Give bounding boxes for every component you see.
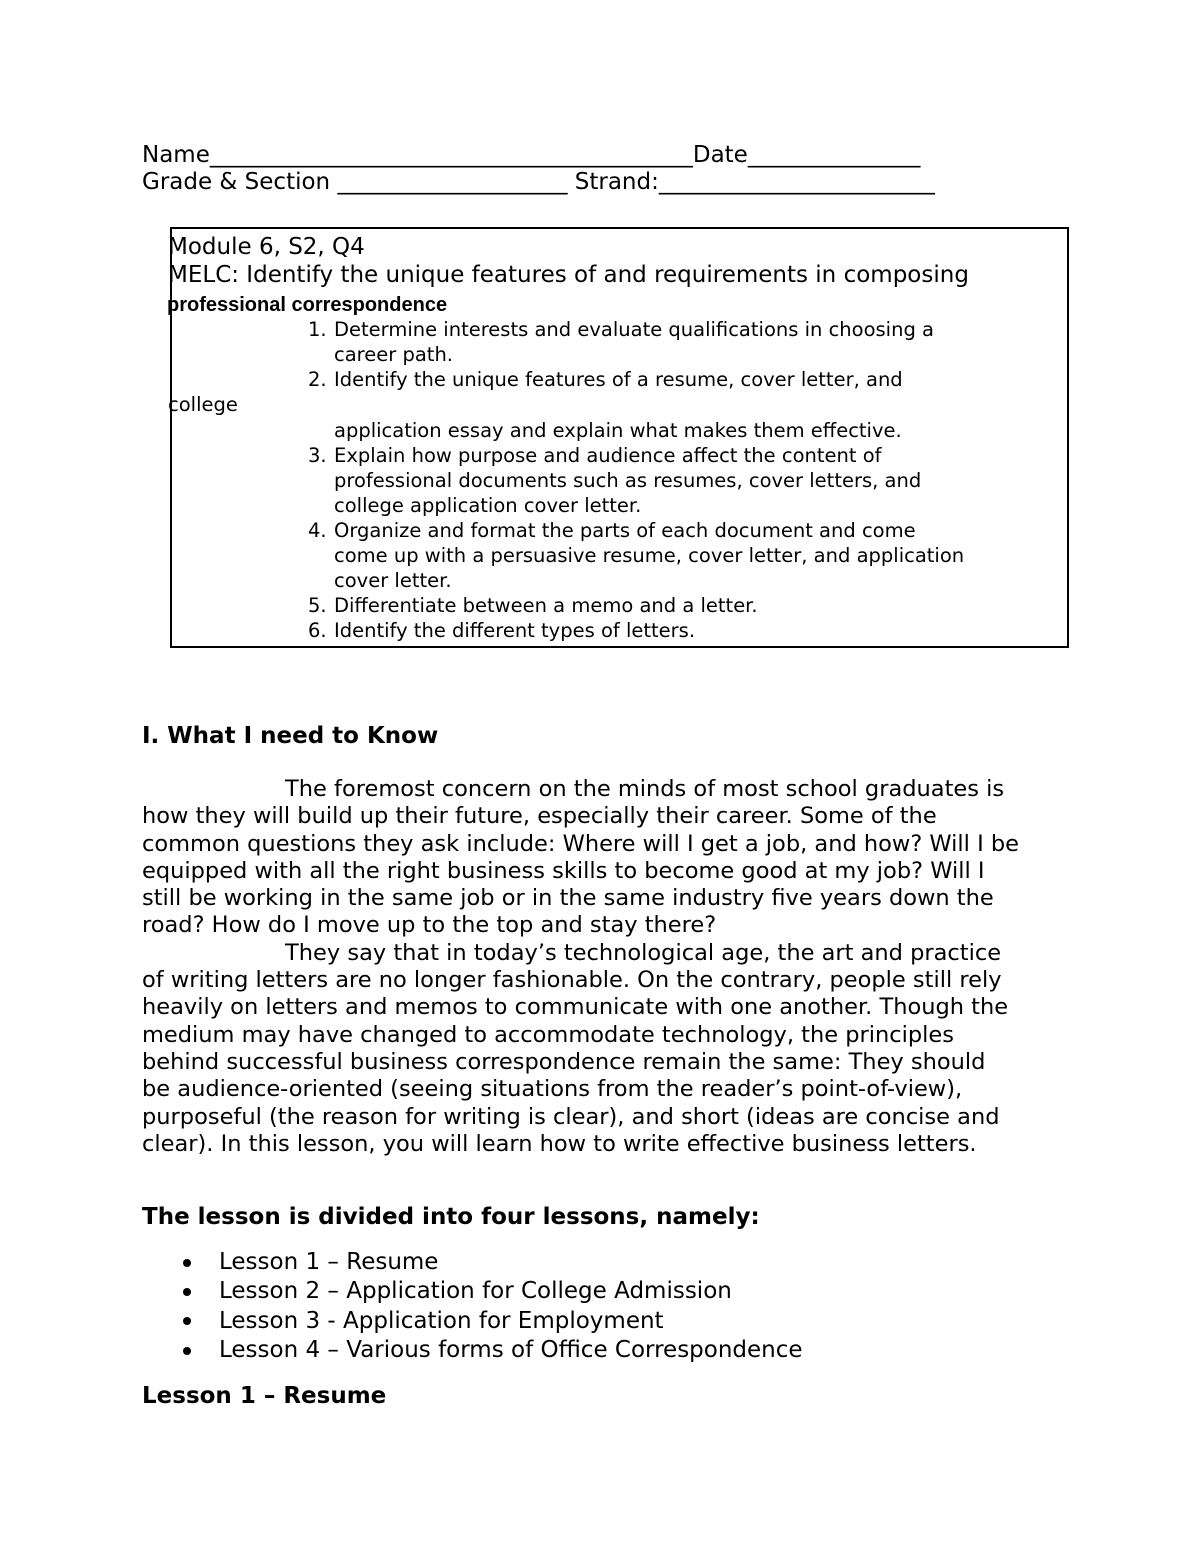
paragraph-line: heavily on letters and memos to communicate with one another. Though the (142, 994, 1009, 1020)
section-heading: I. What I need to Know (142, 723, 439, 749)
paragraph-line: purposeful (the reason for writing is clear), and short (ideas are concise and (142, 1104, 1000, 1130)
objective-number: 6. (308, 619, 327, 642)
list-item: Lesson 1 – Resume (219, 1249, 439, 1275)
module-label: Module 6, S2, Q4 (168, 234, 365, 260)
bullet-icon (183, 1259, 191, 1267)
bullet-icon (183, 1288, 191, 1296)
objective-text: professional documents such as resumes, cover letters, and (334, 469, 922, 492)
objective-overflow: college (168, 393, 238, 416)
bullet-icon (183, 1317, 191, 1325)
objective-text: cover letter. (334, 569, 452, 592)
bullet-icon (183, 1347, 191, 1355)
paragraph-line: behind successful business correspondence remain the same: They should (142, 1049, 986, 1075)
paragraph-line: still be working in the same job or in the same industry five years down the (142, 885, 994, 911)
objective-text: Determine interests and evaluate qualifications in choosing a (334, 318, 934, 341)
objective-text: Organize and format the parts of each document and come (334, 519, 916, 542)
paragraph-line: how they will build up their future, especially their career. Some of the (142, 803, 937, 829)
paragraph-line: road? How do I move up to the top and stay there? (142, 912, 717, 938)
paragraph-line: of writing letters are no longer fashionable. On the contrary, people still rely (142, 967, 1002, 993)
objective-number: 4. (308, 519, 327, 542)
grade-strand-line: Grade & Section ____________________ Strand:________________________ (142, 169, 935, 195)
paragraph-line: clear). In this lesson, you will learn how to write effective business letters. (142, 1131, 977, 1157)
paragraph-line: medium may have changed to accommodate technology, the principles (142, 1022, 954, 1048)
paragraph-line: equipped with all the right business skills to become good at my job? Will I (142, 858, 985, 884)
objective-number: 2. (308, 368, 327, 391)
objective-text: Identify the different types of letters. (334, 619, 696, 642)
list-item: Lesson 3 - Application for Employment (219, 1308, 664, 1334)
objective-text: Explain how purpose and audience affect the content of (334, 444, 882, 467)
melc-label: MELC: Identify the unique features of and requirements in composing (168, 262, 969, 288)
objective-text: come up with a persuasive resume, cover letter, and application (334, 544, 965, 567)
objective-text: career path. (334, 343, 453, 366)
objective-text: college application cover letter. (334, 494, 642, 517)
lesson1-heading: Lesson 1 – Resume (142, 1383, 387, 1409)
name-date-line: Name__________________________________________Date_______________ (142, 142, 921, 168)
melc-subject: professional correspondence (167, 294, 448, 316)
paragraph-line: They say that in today’s technological age, the art and practice (142, 940, 1002, 966)
objective-number: 1. (308, 318, 327, 341)
paragraph-line: The foremost concern on the minds of most school graduates is (142, 776, 1005, 802)
objective-text: Identify the unique features of a resume, cover letter, and (334, 368, 903, 391)
list-item: Lesson 2 – Application for College Admission (219, 1278, 732, 1304)
paragraph-line: common questions they ask include: Where will I get a job, and how? Will I be (142, 831, 1019, 857)
objective-number: 5. (308, 594, 327, 617)
paragraph-line: be audience-oriented (seeing situations from the reader’s point-of-view), (142, 1076, 963, 1102)
list-item: Lesson 4 – Various forms of Office Correspondence (219, 1337, 803, 1363)
objective-number: 3. (308, 444, 327, 467)
objective-text: Differentiate between a memo and a letter. (334, 594, 758, 617)
lessons-heading: The lesson is divided into four lessons, namely: (142, 1204, 760, 1230)
objective-text: application essay and explain what makes them effective. (334, 419, 902, 442)
